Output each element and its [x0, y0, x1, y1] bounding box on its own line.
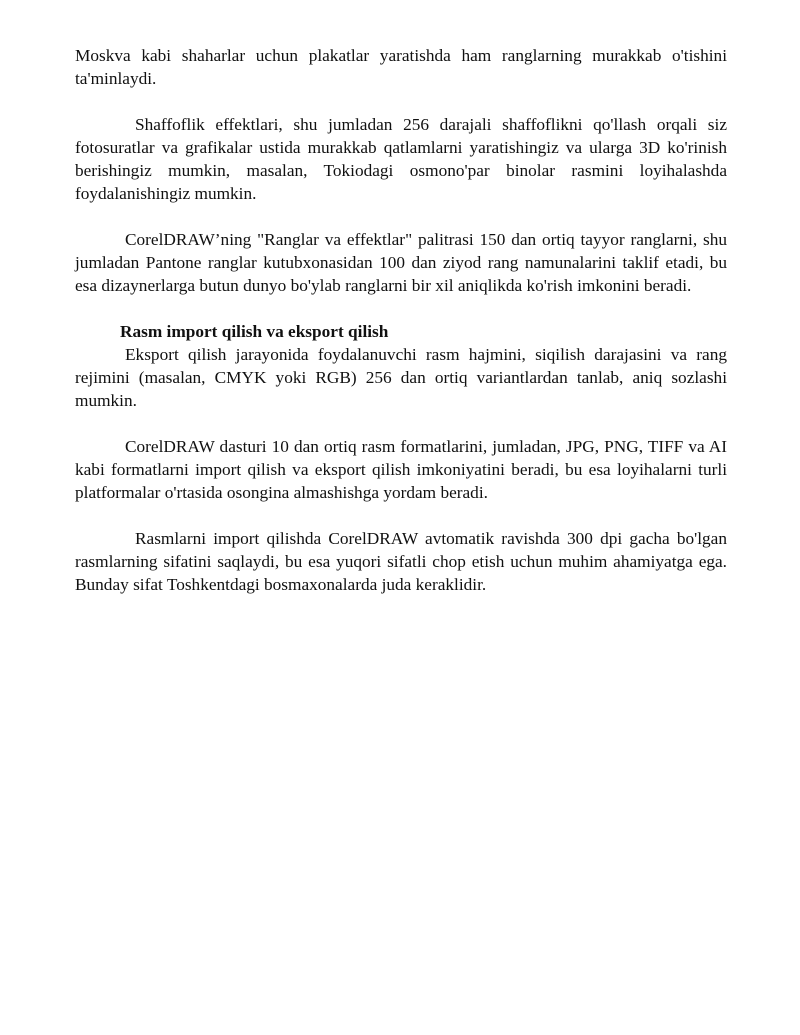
paragraph-eksport: Eksport qilish jarayonida foydalanuvchi rasm hajmini, siqilish darajasini va rang rejimini (masalan, CMYK yoki RGB) 256 dan ortiq variantlardan tanlab, aniq sozlashi mumkin. [75, 345, 727, 410]
paragraph-plakatlar: Moskva kabi shaharlar uchun plakatlar yaratishda ham ranglarning murakkab o'tishini ta'minlaydi. [75, 46, 727, 88]
section-heading: Rasm import qilish va eksport qilish [120, 322, 389, 341]
paragraph-palitra: CorelDRAW’ning "Ranglar va effektlar" palitrasi 150 dan ortiq tayyor ranglarni, shu jumladan Pantone ranglar kutubxonasidan 100 dan ziyod rang namunalarini taklif etadi, bu esa dizaynerlarga butun dunyo bo'ylab ranglarni bir xil aniqlikda ko'rish imkonini beradi. [75, 230, 727, 295]
paragraph-shaffoflik: Shaffoflik effektlari, shu jumladan 256 darajali shaffoflikni qo'llash orqali siz fotosuratlar va grafikalar ustida murakkab qatlamlarni yaratishingiz va ularga 3D ko'rinish berishingiz mumkin, masalan, Tokiodagi osmono'par binolar rasmini loyihalashda foydalanishingiz mumkin. [75, 115, 727, 203]
paragraph-formatlar: CorelDRAW dasturi 10 dan ortiq rasm formatlarini, jumladan, JPG, PNG, TIFF va AI kabi formatlarni import qilish va eksport qilish imkoniyatini beradi, bu esa loyihalarni turli platformalar o'rtasida osongina almashishga yordam beradi. [75, 437, 727, 502]
paragraph-import-sifat: Rasmlarni import qilishda CorelDRAW avtomatik ravishda 300 dpi gacha bo'lgan rasmlarning sifatini saqlaydi, bu esa yuqori sifatli chop etish uchun muhim ahamiyatga ega. Bunday sifat Toshkentdagi bosmaxonalarda juda keraklidir. [75, 529, 727, 594]
document-body [75, 44, 727, 596]
